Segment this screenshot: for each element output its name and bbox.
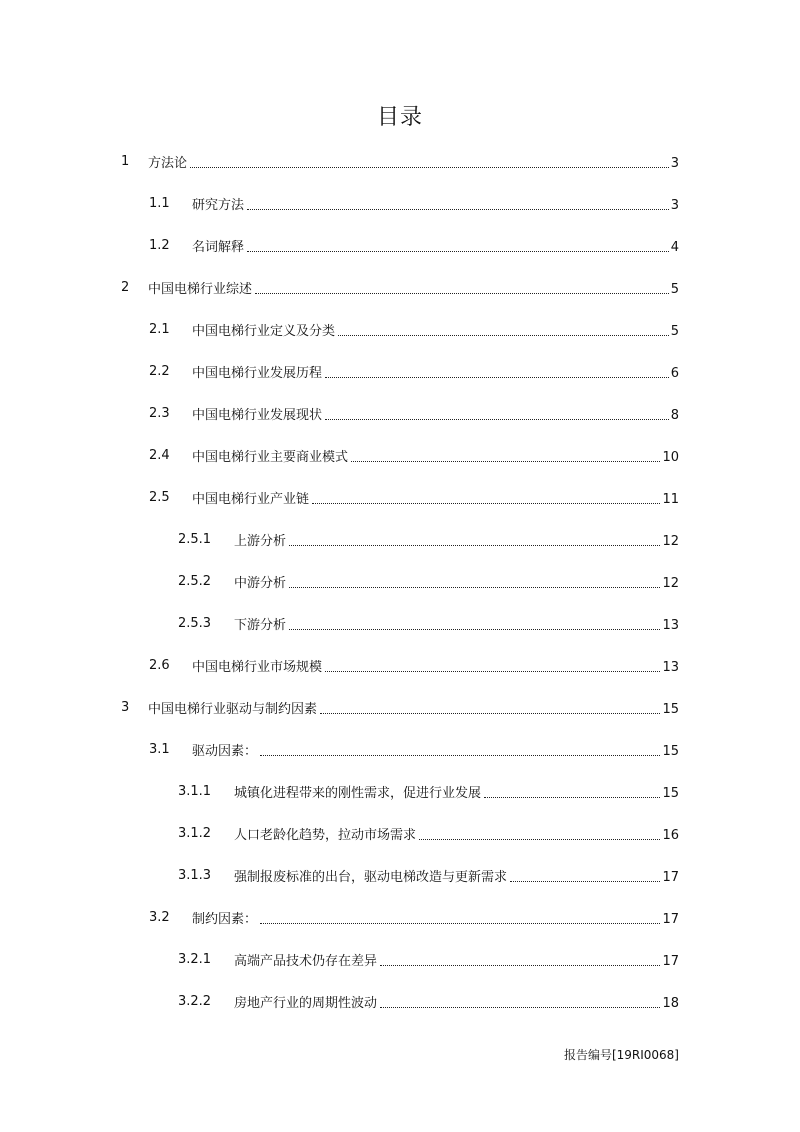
toc-entry-label: 中国电梯行业产业链 (192, 492, 310, 507)
toc-entry[interactable] (121, 278, 679, 298)
toc-entry[interactable] (178, 572, 679, 592)
toc-dot-leader (351, 461, 660, 462)
toc-entry-page: 15 (662, 702, 679, 717)
toc-entry-page: 12 (662, 534, 679, 549)
toc-dot-leader (510, 881, 660, 882)
toc-entry-label: 房地产行业的周期性波动 (234, 996, 378, 1011)
toc-entry-page: 5 (670, 282, 679, 297)
toc-entry-number: 3.1.2 (178, 826, 212, 841)
toc-entry-label: 中国电梯行业驱动与制约因素 (148, 702, 318, 717)
toc-entry-number: 3.1.3 (178, 868, 212, 883)
report-number: 报告编号[19RI0068] (563, 1048, 679, 1062)
toc-entry-number: 2.6 (149, 658, 170, 673)
toc-entry-page: 13 (662, 660, 679, 675)
toc-entry[interactable] (149, 194, 679, 214)
toc-entry-page: 15 (662, 744, 679, 759)
toc-entry-label: 强制报废标准的出台，驱动电梯改造与更新需求 (234, 870, 508, 885)
toc-entry[interactable] (121, 698, 679, 718)
toc-entry-number: 3.1 (149, 742, 170, 757)
toc-entry-number: 1.2 (149, 238, 170, 253)
toc-entry-number: 3.2.2 (178, 994, 212, 1009)
toc-dot-leader (289, 629, 660, 630)
toc-entry-page: 18 (662, 996, 679, 1011)
toc-entry-page: 11 (662, 492, 679, 507)
toc-dot-leader (320, 713, 660, 714)
toc-entry-page: 17 (662, 912, 679, 927)
toc-entry-number: 2.5.2 (178, 574, 212, 589)
toc-entry-page: 17 (662, 954, 679, 969)
toc-entry-page: 13 (662, 618, 679, 633)
toc-entry-page: 10 (662, 450, 679, 465)
toc-entry-label: 高端产品技术仍存在差异 (234, 954, 378, 969)
toc-entry-number: 2.3 (149, 406, 170, 421)
toc-entry-number: 3.2.1 (178, 952, 212, 967)
toc-entry-number: 3 (121, 700, 130, 715)
toc-entry-label: 制约因素： (192, 912, 258, 927)
toc-entry[interactable] (149, 446, 679, 466)
toc-entry-label: 中国电梯行业综述 (148, 282, 253, 297)
toc-dot-leader (289, 587, 660, 588)
toc-entry-number: 2.4 (149, 448, 170, 463)
toc-entry[interactable] (149, 656, 679, 676)
toc-entry-number: 1.1 (149, 196, 170, 211)
toc-entry[interactable] (149, 488, 679, 508)
toc-entry-page: 8 (670, 408, 679, 423)
toc-entry-number: 1 (121, 154, 130, 169)
toc-entry-label: 中国电梯行业发展历程 (192, 366, 323, 381)
toc-entry[interactable] (178, 614, 679, 634)
toc-dot-leader (419, 839, 660, 840)
toc-entry-page: 15 (662, 786, 679, 801)
toc-entry-number: 3.1.1 (178, 784, 212, 799)
toc-entry[interactable] (178, 824, 679, 844)
toc-entry-number: 2.5.3 (178, 616, 212, 631)
toc-entry-number: 2.2 (149, 364, 170, 379)
toc-entry-label: 下游分析 (234, 618, 287, 633)
toc-entry-label: 中国电梯行业定义及分类 (192, 324, 336, 339)
toc-dot-leader (312, 503, 660, 504)
toc-entry-number: 2.1 (149, 322, 170, 337)
toc-entry-label: 中国电梯行业主要商业模式 (192, 450, 349, 465)
toc-dot-leader (325, 419, 669, 420)
toc-entry-page: 4 (670, 240, 679, 255)
toc-entry[interactable] (178, 782, 679, 802)
toc-dot-leader (380, 1007, 660, 1008)
toc-dot-leader (484, 797, 660, 798)
toc-entry-label: 中游分析 (234, 576, 287, 591)
toc-entry[interactable] (121, 152, 679, 172)
toc-dot-leader (260, 923, 660, 924)
page-title: 目录 (376, 105, 423, 130)
toc-dot-leader (325, 377, 669, 378)
toc-entry[interactable] (149, 740, 679, 760)
toc-entry-label: 驱动因素： (192, 744, 258, 759)
toc-entry[interactable] (149, 908, 679, 928)
toc-entry-page: 17 (662, 870, 679, 885)
toc-entry-label: 人口老龄化趋势，拉动市场需求 (234, 828, 417, 843)
toc-entry-label: 城镇化进程带来的刚性需求，促进行业发展 (234, 786, 482, 801)
toc-entry-label: 研究方法 (192, 198, 245, 213)
toc-entry-label: 中国电梯行业发展现状 (192, 408, 323, 423)
toc-entry-page: 5 (670, 324, 679, 339)
toc-entry[interactable] (178, 530, 679, 550)
toc-entry[interactable] (149, 362, 679, 382)
toc-entry-number: 2.5 (149, 490, 170, 505)
toc-entry-number: 2.5.1 (178, 532, 212, 547)
toc-entry[interactable] (149, 404, 679, 424)
toc-entry-label: 上游分析 (234, 534, 287, 549)
toc-dot-leader (380, 965, 660, 966)
toc-entry-label: 方法论 (148, 156, 188, 171)
toc-entry-label: 名词解释 (192, 240, 245, 255)
toc-dot-leader (325, 671, 660, 672)
toc-entry[interactable] (178, 866, 679, 886)
toc-entry[interactable] (149, 320, 679, 340)
toc-entry-page: 3 (670, 156, 679, 171)
toc-entry[interactable] (178, 992, 679, 1012)
toc-entry[interactable] (149, 236, 679, 256)
toc-dot-leader (190, 167, 669, 168)
toc-dot-leader (338, 335, 669, 336)
toc-entry-label: 中国电梯行业市场规模 (192, 660, 323, 675)
toc-dot-leader (289, 545, 660, 546)
toc-entry-number: 3.2 (149, 910, 170, 925)
toc-dot-leader (255, 293, 669, 294)
toc-entry-page: 3 (670, 198, 679, 213)
toc-dot-leader (247, 251, 669, 252)
toc-entry-page: 12 (662, 576, 679, 591)
toc-dot-leader (247, 209, 669, 210)
toc-entry-page: 16 (662, 828, 679, 843)
toc-entry-page: 6 (670, 366, 679, 381)
toc-entry-number: 2 (121, 280, 130, 295)
toc-dot-leader (260, 755, 660, 756)
toc-entry[interactable] (178, 950, 679, 970)
